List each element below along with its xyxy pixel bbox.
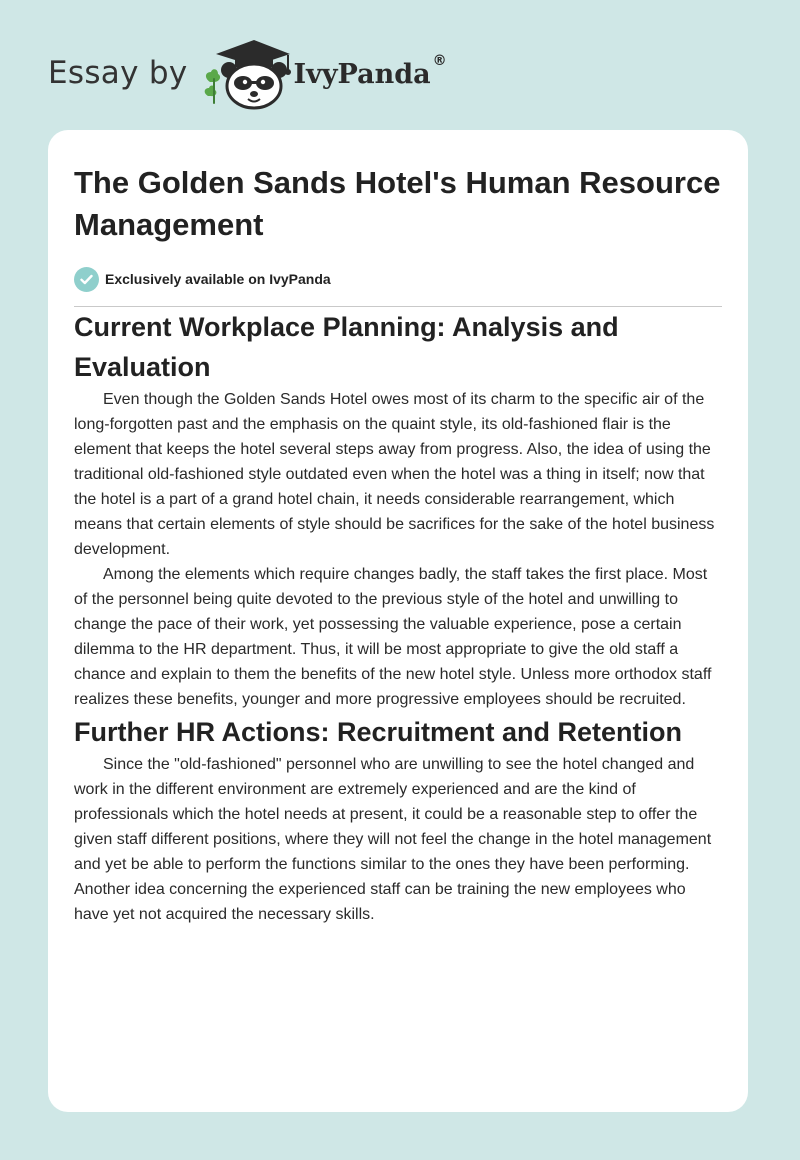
essay-title: The Golden Sands Hotel's Human Resource Management bbox=[74, 165, 721, 242]
essay-content bbox=[74, 162, 722, 927]
section-heading: Further HR Actions: Recruitment and Retention bbox=[74, 717, 683, 747]
section-heading: Current Workplace Planning: Analysis and Evaluation bbox=[74, 312, 619, 382]
brand-header bbox=[48, 34, 447, 110]
ivypanda-logo[interactable] bbox=[202, 34, 292, 110]
paragraph: Among the elements which require changes badly, the staff takes the first place. Most of the personnel being quite devoted to the previous style of the hotel and unwilling to change the pace of their work, yet possessing the valuable experience, pose a certain dilemma to the HR department. Thus, it will be most appropriate to give the old staff a chance and explain to them the benefits of the new hotel style. Unless more orthodox staff realizes these benefits, younger and more progressive employees should be recruited. bbox=[74, 566, 712, 708]
brand-name[interactable]: IvyPanda bbox=[293, 58, 431, 90]
exclusive-badge bbox=[74, 266, 722, 292]
check-icon bbox=[74, 267, 99, 292]
essay-card bbox=[48, 130, 748, 1112]
registered-mark: ® bbox=[432, 53, 447, 69]
brand-prefix: Essay by bbox=[48, 55, 188, 91]
exclusive-label: Exclusively available on IvyPanda bbox=[105, 271, 331, 287]
paragraph: Even though the Golden Sands Hotel owes most of its charm to the specific air of the long-forgotten past and the emphasis on the quaint style, its old-fashioned flair is the element that keeps the hotel several steps away from progress. Also, the idea of using the traditional old-fashioned style outdated even when the hotel was a thing in itself; now that the hotel is a part of a grand hotel chain, it needs considerable rearrangement, which means that certain elements of style should be sacrifices for the sake of the hotel business development. bbox=[74, 391, 715, 558]
paragraph: Since the "old-fashioned" personnel who are unwilling to see the hotel changed and work in the different environment are extremely experienced and are the kind of professionals which the hotel needs at present, it could be a reasonable step to offer the given staff different positions, where they will not feel the change in the hotel management and yet be able to perform the functions similar to the ones they have been performing. Another idea concerning the experienced staff can be training the new employees who have yet not acquired the necessary skills. bbox=[74, 756, 712, 923]
